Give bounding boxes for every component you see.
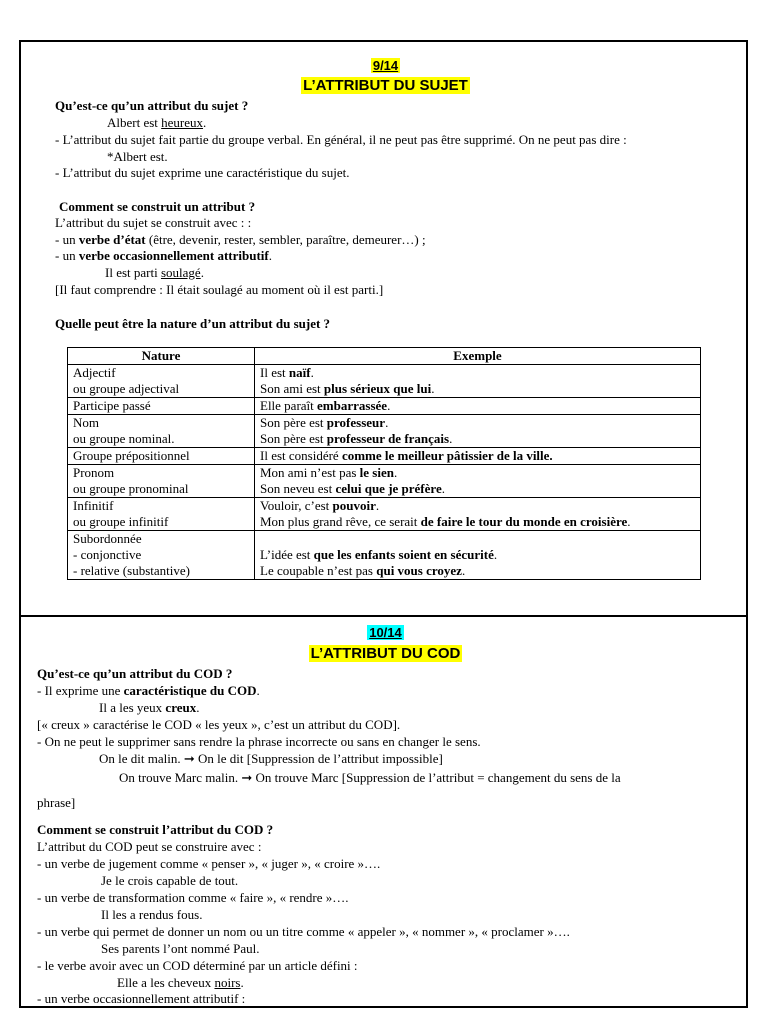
table-cell: Participe passé bbox=[68, 398, 255, 415]
section-attribut-cod bbox=[19, 615, 748, 1008]
text-line: L’attribut du sujet se construit avec : : bbox=[55, 215, 252, 230]
table-cell: Vouloir, c’est pouvoir. Mon plus grand rêve, ce serait de faire le tour du monde en croisière. bbox=[255, 498, 701, 531]
text-line: - un verbe d’état (être, devenir, rester, sembler, paraître, demeurer…) ; bbox=[55, 232, 426, 247]
text-line: [« creux » caractérise le COD « les yeux », c’est un attribut du COD]. bbox=[37, 717, 401, 732]
table-header-row bbox=[68, 348, 701, 365]
text-line: phrase] bbox=[37, 795, 76, 810]
section-title: L’ATTRIBUT DU SUJET bbox=[303, 77, 468, 94]
text-line: - un verbe de transformation comme « faire », « rendre »…. bbox=[37, 890, 349, 905]
table-cell: L’idée est que les enfants soient en sécurité. Le coupable n’est pas qui vous croyez. bbox=[255, 531, 701, 580]
table-cell: Il est considéré comme le meilleur pâtissier de la ville. bbox=[255, 448, 701, 465]
example-line: On le dit malin. ➞ On le dit [Suppression de l’attribut impossible] bbox=[99, 751, 443, 766]
text-line: - le verbe avoir avec un COD déterminé par un article défini : bbox=[37, 958, 358, 973]
text-line: - On ne peut le supprimer sans rendre la phrase incorrecte ou sans en changer le sens. bbox=[37, 734, 481, 749]
table-cell: Mon ami n’est pas le sien. Son neveu est celui que je préfère. bbox=[255, 465, 701, 498]
question-heading: Comment se construit un attribut ? bbox=[59, 199, 256, 214]
text-line: - L’attribut du sujet fait partie du groupe verbal. En général, il ne peut pas être supprimé. On ne peut pas dire : bbox=[55, 132, 627, 147]
table-row bbox=[68, 365, 701, 398]
example-line: Il les a rendus fous. bbox=[101, 907, 203, 922]
table-row bbox=[68, 498, 701, 531]
question-heading: Comment se construit l’attribut du COD ? bbox=[37, 822, 274, 837]
text-line: - Il exprime une caractéristique du COD. bbox=[37, 683, 260, 698]
example-line: Il est parti soulagé. bbox=[105, 265, 204, 280]
table-row bbox=[68, 531, 701, 580]
example-line: *Albert est. bbox=[107, 149, 168, 164]
text-line: L’attribut du COD peut se construire avec : bbox=[37, 839, 262, 854]
table-cell: Pronom ou groupe pronominal bbox=[68, 465, 255, 498]
question-heading: Qu’est-ce qu’un attribut du sujet ? bbox=[55, 98, 249, 113]
table-header: Nature bbox=[68, 348, 255, 365]
table-cell: Elle paraît embarrassée. bbox=[255, 398, 701, 415]
example-line: Il a les yeux creux. bbox=[99, 700, 200, 715]
page-number: 9/14 bbox=[372, 58, 399, 73]
text-line: - un verbe qui permet de donner un nom ou un titre comme « appeler », « nommer », « proclamer »…. bbox=[37, 924, 570, 939]
table-cell: Infinitif ou groupe infinitif bbox=[68, 498, 255, 531]
table-row bbox=[68, 415, 701, 448]
text-line: - un verbe occasionnellement attributif : bbox=[37, 991, 246, 1006]
table-row bbox=[68, 465, 701, 498]
table-header: Exemple bbox=[255, 348, 701, 365]
example-line: Elle a les cheveux noirs. bbox=[117, 975, 244, 990]
example-line: Albert est heureux. bbox=[107, 115, 207, 130]
text-line: - L’attribut du sujet exprime une caractéristique du sujet. bbox=[55, 165, 350, 180]
table-cell: Son père est professeur. Son père est professeur de français. bbox=[255, 415, 701, 448]
text-line: - un verbe occasionnellement attributif. bbox=[55, 248, 272, 263]
question-heading: Quelle peut être la nature d’un attribut du sujet ? bbox=[55, 316, 331, 331]
table-row bbox=[68, 398, 701, 415]
section-title: L’ATTRIBUT DU COD bbox=[310, 645, 461, 662]
table-cell: Adjectif ou groupe adjectival bbox=[68, 365, 255, 398]
table-cell: Subordonnée - conjonctive - relative (substantive) bbox=[68, 531, 255, 580]
table-cell: Nom ou groupe nominal. bbox=[68, 415, 255, 448]
text-line: [Il faut comprendre : Il était soulagé au moment où il est parti.] bbox=[55, 282, 384, 297]
table-cell: Groupe prépositionnel bbox=[68, 448, 255, 465]
table-cell: Il est naïf. Son ami est plus sérieux que lui. bbox=[255, 365, 701, 398]
example-line: Je le crois capable de tout. bbox=[101, 873, 239, 888]
text-line: - un verbe de jugement comme « penser », « juger », « croire »…. bbox=[37, 856, 381, 871]
question-heading: Qu’est-ce qu’un attribut du COD ? bbox=[37, 666, 233, 681]
table-row bbox=[68, 448, 701, 465]
nature-table bbox=[67, 347, 701, 580]
example-line: Ses parents l’ont nommé Paul. bbox=[101, 941, 260, 956]
page-number: 10/14 bbox=[369, 625, 402, 640]
example-line: On trouve Marc malin. ➞ On trouve Marc [Suppression de l’attribut = changement du sens de la bbox=[119, 770, 621, 785]
